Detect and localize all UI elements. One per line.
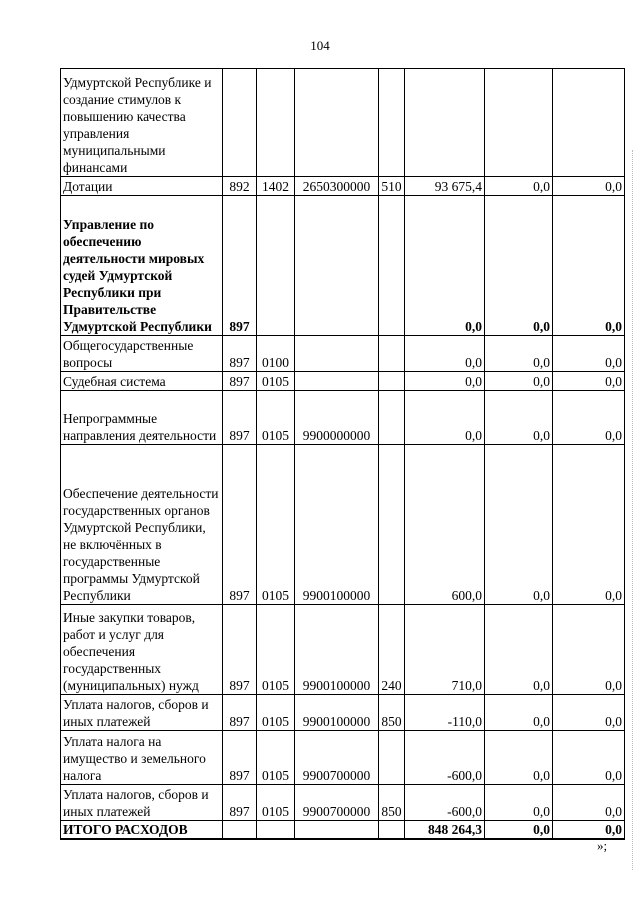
closing-quote: »; <box>597 838 608 853</box>
amount-year3-cell: 0,0 <box>553 391 625 445</box>
target-article-cell: 9900100000 <box>295 445 379 605</box>
amount-year1-cell <box>405 69 485 177</box>
row-name-cell: Непрограммные направления деятельности <box>61 391 223 445</box>
department-code-cell <box>223 69 257 177</box>
department-code-cell: 897 <box>223 695 257 731</box>
target-article-cell <box>295 372 379 391</box>
row-name-cell: ИТОГО РАСХОДОВ <box>61 821 223 840</box>
table-row <box>61 336 625 372</box>
expense-type-cell <box>379 196 405 336</box>
table-row <box>61 196 625 336</box>
amount-year1-cell: 0,0 <box>405 372 485 391</box>
table-body <box>61 69 625 840</box>
amount-year3-cell: 0,0 <box>553 821 625 840</box>
amount-year3-cell <box>553 69 625 177</box>
target-article-cell <box>295 69 379 177</box>
expense-type-cell <box>379 821 405 840</box>
amount-year2-cell: 0,0 <box>485 336 553 372</box>
section-code-cell <box>257 69 295 177</box>
amount-year2-cell: 0,0 <box>485 177 553 196</box>
amount-year3-cell: 0,0 <box>553 695 625 731</box>
table-row <box>61 372 625 391</box>
row-name-cell: Уплата налога на имущество и земельного налога <box>61 731 223 785</box>
row-name-cell: Обеспечение деятельности государственных органов Удмуртской Республики, не включённых в государственные программы Удмуртской Республики <box>61 445 223 605</box>
amount-year2-cell: 0,0 <box>485 445 553 605</box>
total-row <box>61 821 625 840</box>
amount-year2-cell: 0,0 <box>485 785 553 821</box>
section-code-cell: 0105 <box>257 391 295 445</box>
amount-year1-cell: 0,0 <box>405 196 485 336</box>
department-code-cell: 897 <box>223 372 257 391</box>
expense-type-cell <box>379 731 405 785</box>
section-code-cell <box>257 821 295 840</box>
table-row <box>61 605 625 695</box>
amount-year1-cell: 93 675,4 <box>405 177 485 196</box>
target-article-cell: 9900100000 <box>295 695 379 731</box>
amount-year1-cell: 600,0 <box>405 445 485 605</box>
section-code-cell: 1402 <box>257 177 295 196</box>
department-code-cell: 897 <box>223 605 257 695</box>
row-name-cell: Иные закупки товаров, работ и услуг для обеспечения государственных (муниципальных) нужд <box>61 605 223 695</box>
amount-year3-cell: 0,0 <box>553 177 625 196</box>
table-row <box>61 391 625 445</box>
table-row <box>61 69 625 177</box>
expense-type-cell <box>379 372 405 391</box>
row-name-cell: Уплата налогов, сборов и иных платежей <box>61 695 223 731</box>
amount-year1-cell: -110,0 <box>405 695 485 731</box>
amount-year2-cell: 0,0 <box>485 821 553 840</box>
target-article-cell <box>295 196 379 336</box>
amount-year3-cell: 0,0 <box>553 372 625 391</box>
amount-year1-cell: 0,0 <box>405 336 485 372</box>
amount-year3-cell: 0,0 <box>553 605 625 695</box>
department-code-cell: 897 <box>223 785 257 821</box>
expense-type-cell <box>379 391 405 445</box>
section-code-cell: 0100 <box>257 336 295 372</box>
target-article-cell: 9900700000 <box>295 785 379 821</box>
department-code-cell: 897 <box>223 391 257 445</box>
section-code-cell: 0105 <box>257 695 295 731</box>
row-name-cell: Удмуртской Республике и создание стимулов к повышению качества управления муниципальными финансами <box>61 69 223 177</box>
row-name-cell: Судебная система <box>61 372 223 391</box>
target-article-cell <box>295 821 379 840</box>
scan-edge-mark <box>632 150 634 870</box>
table-row <box>61 731 625 785</box>
amount-year2-cell: 0,0 <box>485 372 553 391</box>
amount-year2-cell: 0,0 <box>485 695 553 731</box>
table-row <box>61 695 625 731</box>
amount-year2-cell: 0,0 <box>485 391 553 445</box>
department-code-cell: 892 <box>223 177 257 196</box>
section-code-cell: 0105 <box>257 785 295 821</box>
section-code-cell: 0105 <box>257 372 295 391</box>
amount-year2-cell: 0,0 <box>485 731 553 785</box>
row-name-cell: Управление по обеспечению деятельности мировых судей Удмуртской Республики при Правительстве Удмуртской Республики <box>61 196 223 336</box>
target-article-cell: 2650300000 <box>295 177 379 196</box>
department-code-cell: 897 <box>223 445 257 605</box>
page-number: 104 <box>310 38 330 53</box>
amount-year3-cell: 0,0 <box>553 336 625 372</box>
expense-type-cell <box>379 445 405 605</box>
amount-year1-cell: 848 264,3 <box>405 821 485 840</box>
amount-year1-cell: -600,0 <box>405 731 485 785</box>
section-code-cell <box>257 196 295 336</box>
amount-year1-cell: 710,0 <box>405 605 485 695</box>
department-code-cell: 897 <box>223 196 257 336</box>
table-row <box>61 785 625 821</box>
section-code-cell: 0105 <box>257 605 295 695</box>
amount-year3-cell: 0,0 <box>553 196 625 336</box>
row-name-cell: Дотации <box>61 177 223 196</box>
expense-type-cell: 850 <box>379 785 405 821</box>
amount-year3-cell: 0,0 <box>553 445 625 605</box>
amount-year3-cell: 0,0 <box>553 731 625 785</box>
expense-type-cell <box>379 336 405 372</box>
target-article-cell: 9900700000 <box>295 731 379 785</box>
target-article-cell: 9900100000 <box>295 605 379 695</box>
target-article-cell <box>295 336 379 372</box>
table-row <box>61 445 625 605</box>
amount-year3-cell: 0,0 <box>553 785 625 821</box>
table-row <box>61 177 625 196</box>
target-article-cell: 9900000000 <box>295 391 379 445</box>
section-code-cell: 0105 <box>257 731 295 785</box>
amount-year2-cell: 0,0 <box>485 605 553 695</box>
expense-type-cell <box>379 69 405 177</box>
amount-year2-cell: 0,0 <box>485 196 553 336</box>
budget-table <box>60 68 625 840</box>
department-code-cell: 897 <box>223 731 257 785</box>
department-code-cell <box>223 821 257 840</box>
row-name-cell: Уплата налогов, сборов и иных платежей <box>61 785 223 821</box>
amount-year2-cell <box>485 69 553 177</box>
amount-year1-cell: 0,0 <box>405 391 485 445</box>
amount-year1-cell: -600,0 <box>405 785 485 821</box>
expense-type-cell: 510 <box>379 177 405 196</box>
expense-type-cell: 850 <box>379 695 405 731</box>
expense-type-cell: 240 <box>379 605 405 695</box>
department-code-cell: 897 <box>223 336 257 372</box>
section-code-cell: 0105 <box>257 445 295 605</box>
row-name-cell: Общегосударственные вопросы <box>61 336 223 372</box>
